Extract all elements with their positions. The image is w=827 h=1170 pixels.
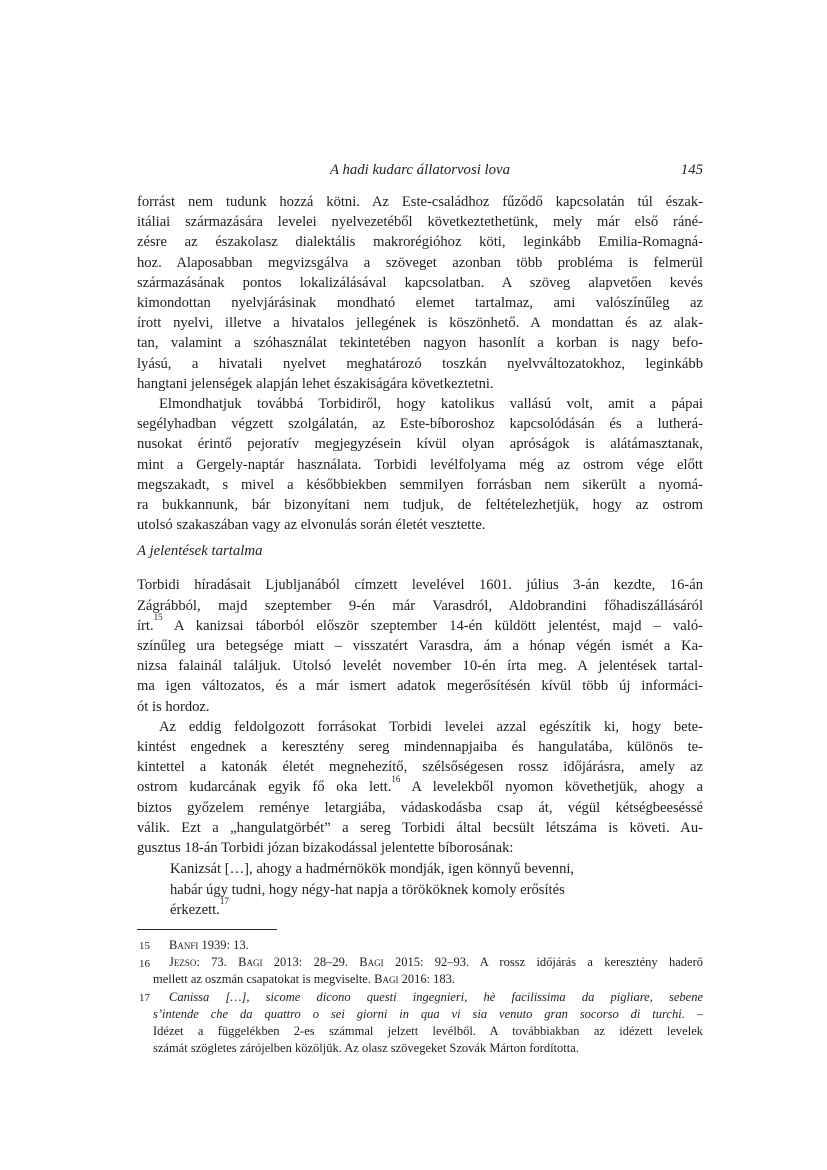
text-line: tan, valamint a szóhasználat tekintetében nagyon hasonlít a korban is nagy befo- bbox=[137, 335, 703, 352]
paragraph bbox=[137, 575, 703, 716]
text-line: lyású, a hivatali nyelvet meghatározó toszkán nyelvváltozatokhoz, leginkább bbox=[137, 355, 703, 372]
text-line: színűleg ura betegsége miatt – visszatért Varasdra, ám a hónap végén ismét a Ka- bbox=[137, 638, 703, 655]
text-line: válik. Ezt a „hangulatgörbét” a sereg Torbidi által becsült létszáma is követi. Au- bbox=[137, 819, 703, 836]
text-line: forrást nem tudunk hozzá kötni. Az Este-családhoz fűződő kapcsolatán túl észak- bbox=[137, 194, 703, 210]
text-line: ra bukkannunk, bár bizonyítani nem tudjuk, de feltételezhetjük, hogy az ostrom bbox=[137, 497, 703, 514]
text-line: mellett az oszmán csapatokat is megviselte. Bagi 2016: 183. bbox=[153, 972, 456, 987]
section-heading: A jelentések tartalma bbox=[137, 543, 263, 560]
paragraph bbox=[137, 192, 703, 394]
footnote bbox=[137, 954, 703, 988]
text-line: megszakadt, s mivel a későbbiekben semmilyen forrásban nem sikerült a nyomá- bbox=[137, 476, 703, 493]
text-line: hoz. Alaposabban megvizsgálva a szöveget azonban több probléma is felmerül bbox=[137, 254, 703, 271]
footnote-number: 15 bbox=[139, 940, 150, 953]
text-line: Canissa […], sicome dicono questi ingegnieri, hè facilissima da pigliare, sebene bbox=[169, 989, 703, 1004]
footnote bbox=[137, 989, 703, 1058]
text-line: habár úgy tudni, hogy négy-hat napja a törököknek komoly erősítés bbox=[170, 881, 565, 898]
footnotes-section bbox=[137, 929, 703, 1057]
text-line: kimondottan nyelvjárásinak mondható elemet tartalmaz, ami valószínűleg az bbox=[137, 295, 703, 312]
text-line: itáliai származására levelei nyelvezetéből következtethetünk, mely már első ráné- bbox=[137, 214, 703, 231]
text-line: nusokat érintő pejoratív megjegyzésein kívül olyan apróságok is alátámasztanak, bbox=[137, 436, 703, 453]
text-line: ma igen változatos, és a már ismert adatok megerősítésén kívül több új informáci- bbox=[137, 678, 703, 695]
text-line: gusztus 18-án Torbidi józan bizakodással jelentette bíborosának: bbox=[137, 840, 514, 857]
text-line: Zágrábból, majd szeptember 9-én már Varasdról, Aldobrandini főhadiszállásáról bbox=[137, 597, 703, 614]
text-line: Az eddig feldolgozott forrásokat Torbidi levelei azzal egészítik ki, hogy bete- bbox=[159, 718, 703, 735]
footnote-text bbox=[153, 989, 703, 1058]
footnote-text bbox=[153, 954, 703, 988]
text-line: kintettel a katonák életét megnehezítő, szélsőségesen rossz időjárásra, amely az bbox=[137, 759, 703, 776]
text-line: hangtani jelenségek alapján lehet északiságára következtetni. bbox=[137, 375, 494, 392]
text-line: származásának pontos lokalizálásával kapcsolatban. A szöveg alapvetően kevés bbox=[137, 274, 703, 291]
text-line: segélyhadban végzett szolgálatán, az Este-bíboroshoz kapcsolódásán és a lutherá- bbox=[137, 416, 703, 433]
text-line: Idézet a függelékben 2-es számmal jelzett levélből. A továbbiakban az idézett levelek bbox=[153, 1023, 703, 1038]
text-line: írott nyelvi, illetve a hivatalos jellegének is köszönhető. A mondattan és az alak- bbox=[137, 315, 703, 332]
text-line: ót is hordoz. bbox=[137, 698, 210, 715]
footnote-text bbox=[153, 937, 703, 954]
text-line: Elmondhatjuk továbbá Torbidiről, hogy katolikus vallású volt, amit a pápai bbox=[159, 396, 703, 413]
text-line: kintést engednek a keresztény sereg mindennapjaiba és hangulatába, különös te- bbox=[137, 739, 703, 756]
text-line: írt.$^{15}$ A kanizsai táborból először szeptember 14-én küldött jelentést, majd – való- bbox=[137, 611, 703, 634]
text-line: biztos győzelem reménye letargiába, vádaskodásba csap át, végül kétségbeeséssé bbox=[137, 799, 703, 816]
footnote-number: 17 bbox=[139, 992, 150, 1005]
text-line: zésre az északolasz dialektális makrorégióhoz köti, leginkább Emilia-Romagná- bbox=[137, 234, 703, 251]
paragraph bbox=[137, 717, 703, 858]
footnote-number: 16 bbox=[139, 957, 150, 970]
text-line: nizsa falainál találjuk. Utolsó levelét november 10-én írta meg. A jelentések tartal- bbox=[137, 658, 703, 675]
page-content bbox=[137, 160, 703, 1057]
paragraph bbox=[137, 394, 703, 535]
text-line: Banfi 1939: 13. bbox=[169, 937, 249, 952]
text-line: érkezett.$^{17}$ bbox=[170, 895, 229, 918]
text-line: ostrom kudarcának egyik fő oka lett.$^{16}$ A levelekből nyomon követhetjük, ahogy a bbox=[137, 773, 703, 796]
running-header bbox=[137, 160, 703, 180]
text-line: utolsó szakaszában vagy az elvonulás során életét vesztette. bbox=[137, 517, 486, 534]
text-line: Jezso: 73. Bagi 2013: 28–29. Bagi 2015: 92–93. A rossz időjárás a keresztény haderő bbox=[169, 955, 703, 970]
text-line: Torbidi híradásait Ljubljanából címzett levelével 1601. július 3-án kezdte, 16-án bbox=[137, 577, 703, 594]
footnote-separator bbox=[137, 929, 277, 930]
text-line: mint a Gergely-naptár használata. Torbidi levélfolyama még az ostrom vége előtt bbox=[137, 456, 703, 473]
page-number: 145 bbox=[680, 162, 703, 178]
text-line: Kanizsát […], ahogy a hadmérnökök mondják, igen könnyű bevenni, bbox=[170, 861, 575, 878]
text-line: számát szögletes zárójelben közöljük. Az olasz szövegeket Szovák Márton fordította. bbox=[153, 1041, 579, 1056]
page-title: A hadi kudarc állatorvosi lova bbox=[329, 162, 510, 178]
block-quote bbox=[137, 859, 703, 920]
text-line: s’intende che da quattro o sei giorni in qua vi sia venuto gran socorso di turchi. – bbox=[153, 1006, 704, 1021]
footnote bbox=[137, 937, 703, 954]
